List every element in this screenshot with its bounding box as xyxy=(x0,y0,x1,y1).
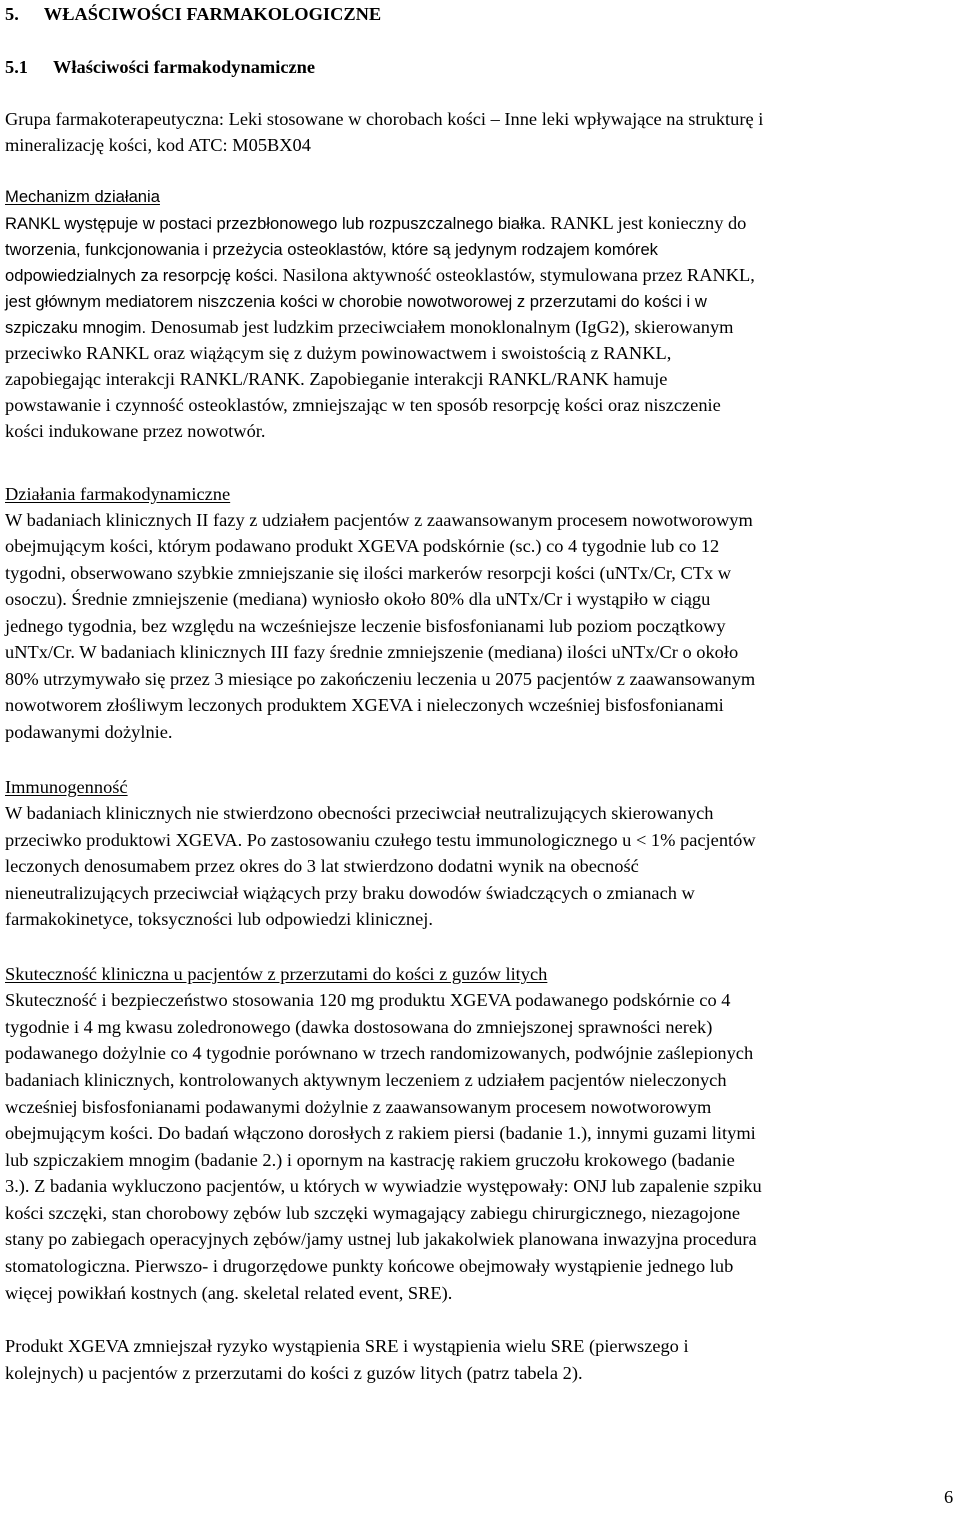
efficacy-line: więcej powikłań kostnych (ang. skeletal related event, SRE). xyxy=(5,1283,453,1303)
pharmacodynamics-line: uNTx/Cr. W badaniach klinicznych III fazy średnie zmniejszenie (mediana) ilości uNTx/Cr o około xyxy=(5,642,739,662)
mechanism-line: zapobiegając interakcji RANKL/RANK. Zapobieganie interakcji RANKL/RANK hamuje xyxy=(5,369,668,389)
section-heading xyxy=(5,1,381,27)
immunogenicity-line: leczonych denosumabem przez okres do 3 lat stwierdzono dodatni wynik na obecność xyxy=(5,856,639,876)
efficacy-line: lub szpiczakiem mnogim (badanie 2.) i opornym na kastrację rakiem gruczołu krokowego (badanie xyxy=(5,1150,735,1170)
mechanism-line: przeciwko RANKL oraz wiążącym się z dużym powinowactwem i swoistością z RANKL, xyxy=(5,343,672,363)
mechanism-line: odpowiedzialnych za resorpcję kości. Nasilona aktywność osteoklastów, stymulowana przez RANKL, xyxy=(5,265,755,285)
efficacy-heading: Skuteczność kliniczna u pacjentów z przerzutami do kości z guzów litych xyxy=(5,964,548,984)
subsection-heading xyxy=(5,54,315,80)
efficacy-line: kości szczęki, stan chorobowy zębów lub szczęki wymagający zabiegu chirurgicznego, niezagojone xyxy=(5,1203,740,1223)
page-number: 6 xyxy=(944,1487,954,1507)
immunogenicity-line: nieneutralizujących przeciwciał wiążących przy braku dowodów świadczących o zmianach w xyxy=(5,883,695,903)
immunogenicity-line: farmakokinetyce, toksyczności lub odpowiedzi klinicznej. xyxy=(5,909,433,929)
pharmacodynamics-line: nowotworem złośliwym leczonych produktem XGEVA i nieleczonych wcześniej bisfosfonianami xyxy=(5,695,724,715)
mechanism-line: RANKL występuje w postaci przezbłonowego lub rozpuszczalnego białka. RANKL jest konieczny do xyxy=(5,213,747,233)
efficacy-line: 3.). Z badania wykluczono pacjentów, u których w wywiadzie występowały: ONJ lub zapalenie szpiku xyxy=(5,1176,762,1196)
mechanism-heading: Mechanizm działania xyxy=(5,187,160,206)
pharmacodynamics-line: osoczu). Średnie zmniejszenie (mediana) wyniosło około 80% dla uNTx/Cr i wystąpiło w ciągu xyxy=(5,589,711,609)
mechanism-line: szpiczaku mnogim. Denosumab jest ludzkim przeciwciałem monoklonalnym (IgG2), skierowanym xyxy=(5,317,734,337)
efficacy-line: podawanego dożylnie co 4 tygodnie porównano w trzech randomizowanych, podwójnie zaślepionych xyxy=(5,1043,754,1063)
subsection-number: 5.1 xyxy=(5,57,28,77)
subsection-title: Właściwości farmakodynamiczne xyxy=(53,57,316,77)
pharmacodynamics-line: jednego tygodnia, bez względu na wcześniejsze leczenie bisfosfonianami lub poziom początkowy xyxy=(5,616,726,636)
efficacy-conclusion-line: Produkt XGEVA zmniejszał ryzyko wystąpienia SRE i wystąpienia wielu SRE (pierwszego i xyxy=(5,1336,689,1356)
section-title: WŁAŚCIWOŚCI FARMAKOLOGICZNE xyxy=(43,4,382,24)
immunogenicity-heading: Immunogenność xyxy=(5,777,128,797)
pharmacodynamics-line: tygodni, obserwowano szybkie zmniejszanie się ilości markerów resorpcji kości (uNTx/Cr, CTx w xyxy=(5,563,732,583)
therapeutic-group-line: Grupa farmakoterapeutyczna: Leki stosowane w chorobach kości – Inne leki wpływające na strukturę i xyxy=(5,109,764,129)
mechanism-line: powstawanie i czynność osteoklastów, zmniejszając w ten sposób resorpcję kości oraz niszczenie xyxy=(5,395,721,415)
mechanism-line: tworzenia, funkcjonowania i przeżycia osteoklastów, które są jedynym rodzajem komórek xyxy=(5,240,658,259)
mechanism-line: jest głównym mediatorem niszczenia kości w chorobie nowotworowej z przerzutami do kości i w xyxy=(5,292,707,311)
pharmacodynamics-line: 80% utrzymywało się przez 3 miesiące po zakończeniu leczenia u 2075 pacjentów z zaawansowanym xyxy=(5,669,756,689)
pharmacodynamics-line: W badaniach klinicznych II fazy z udziałem pacjentów z zaawansowanym procesem nowotworowym xyxy=(5,510,753,530)
efficacy-line: Skuteczność i bezpieczeństwo stosowania 120 mg produktu XGEVA podawanego podskórnie co 4 xyxy=(5,990,731,1010)
immunogenicity-line: przeciwko produktowi XGEVA. Po zastosowaniu czułego testu immunologicznego u < 1% pacjentów xyxy=(5,830,756,850)
efficacy-line: tygodnie i 4 mg kwasu zoledronowego (dawka dostosowana do zmniejszonej sprawności nerek) xyxy=(5,1017,713,1037)
efficacy-line: badaniach klinicznych, kontrolowanych aktywnym leczeniem z udziałem pacjentów nieleczonych xyxy=(5,1070,727,1090)
immunogenicity-line: W badaniach klinicznych nie stwierdzono obecności przeciwciał neutralizujących skierowanych xyxy=(5,803,714,823)
efficacy-line: stany po zabiegach operacyjnych zębów/jamy ustnej lub jakakolwiek planowana inwazyjna procedura xyxy=(5,1229,757,1249)
efficacy-conclusion-line: kolejnych) u pacjentów z przerzutami do kości z guzów litych (patrz tabela 2). xyxy=(5,1363,583,1383)
efficacy-line: obejmującym kości. Do badań włączono dorosłych z rakiem piersi (badanie 1.), innymi guzami litymi xyxy=(5,1123,756,1143)
pharmacodynamics-line: obejmującym kości, którym podawano produkt XGEVA podskórnie (sc.) co 4 tygodnie lub co 12 xyxy=(5,536,720,556)
pharmacodynamics-line: podawanymi dożylnie. xyxy=(5,722,173,742)
efficacy-line: stomatologiczna. Pierwszo- i drugorzędowe punkty końcowe obejmowały wystąpienie jednego lub xyxy=(5,1256,734,1276)
mechanism-line: kości indukowane przez nowotwór. xyxy=(5,421,266,441)
pharmacodynamics-heading: Działania farmakodynamiczne xyxy=(5,484,231,504)
section-number: 5. xyxy=(5,4,19,24)
therapeutic-group-line: mineralizację kości, kod ATC: M05BX04 xyxy=(5,135,311,155)
efficacy-line: wcześniej bisfosfonianami podawanymi dożylnie z zaawansowanym procesem nowotworowym xyxy=(5,1097,712,1117)
